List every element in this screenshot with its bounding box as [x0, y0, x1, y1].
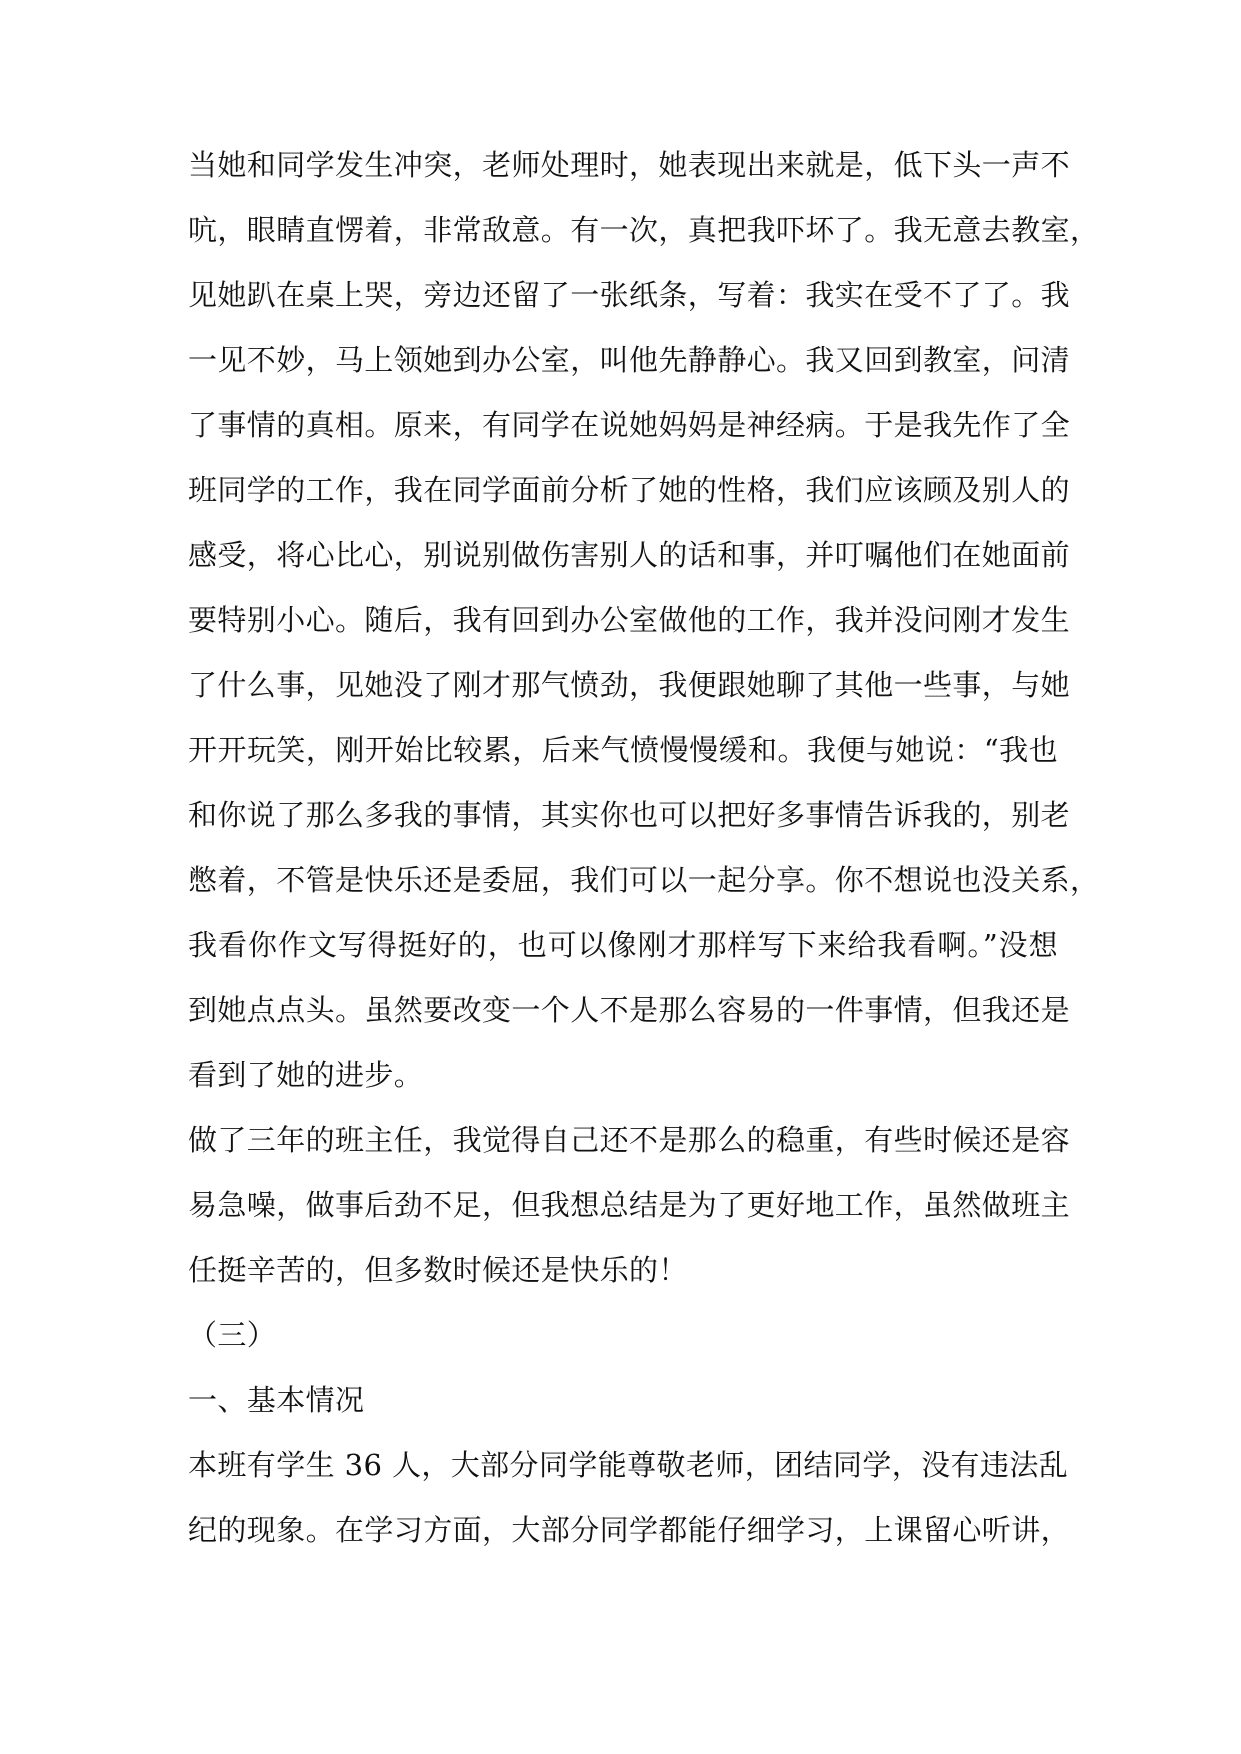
text-line: 要特别小心。随后，我有回到办公室做他的工作，我并没问刚才发生: [188, 603, 1071, 637]
text-line: 开开玩笑，刚开始比较累，后来气愤慢慢缓和。我便与她说：“我也: [188, 733, 1058, 767]
section-number: （三）: [188, 1318, 277, 1352]
text-line: 到她点点头。虽然要改变一个人不是那么容易的一件事情，但我还是: [188, 993, 1071, 1027]
text-line: 吭，眼睛直愣着，非常敌意。有一次，真把我吓坏了。我无意去教室，: [188, 213, 1100, 247]
text-line: 和你说了那么多我的事情，其实你也可以把好多事情告诉我的，别老: [188, 798, 1071, 832]
text-line: 感受，将心比心，别说别做伤害别人的话和事，并叮嘱他们在她面前: [188, 538, 1071, 572]
text-line: 我看你作文写得挺好的，也可以像刚才那样写下来给我看啊。”没想: [188, 928, 1058, 962]
text-line: 看到了她的进步。: [188, 1058, 424, 1092]
text-line: 一见不妙，马上领她到办公室，叫他先静静心。我又回到教室，问清: [188, 343, 1071, 377]
text-line: 做了三年的班主任，我觉得自己还不是那么的稳重，有些时候还是容: [188, 1123, 1071, 1157]
text-line: 了事情的真相。原来，有同学在说她妈妈是神经病。于是我先作了全: [188, 408, 1071, 442]
text-line: 任挺辛苦的，但多数时候还是快乐的！: [188, 1253, 688, 1287]
text-line: 了什么事，见她没了刚才那气愤劲，我便跟她聊了其他一些事，与她: [188, 668, 1071, 702]
text-line: 易急噪，做事后劲不足，但我想总结是为了更好地工作，虽然做班主: [188, 1188, 1071, 1222]
text-line: 班同学的工作，我在同学面前分析了她的性格，我们应该顾及别人的: [188, 473, 1071, 507]
section-heading: 一、基本情况: [188, 1383, 365, 1417]
text-line: 本班有学生 36 人，大部分同学能尊敬老师，团结同学，没有违法乱: [188, 1448, 1069, 1482]
text-line: 憋着，不管是快乐还是委屈，我们可以一起分享。你不想说也没关系，: [188, 863, 1100, 897]
text-line: 纪的现象。在学习方面，大部分同学都能仔细学习，上课留心听讲，: [188, 1513, 1071, 1547]
text-line: 见她趴在桌上哭，旁边还留了一张纸条，写着：我实在受不了了。我: [188, 278, 1071, 312]
text-line: 当她和同学发生冲突，老师处理时，她表现出来就是，低下头一声不: [188, 148, 1071, 182]
